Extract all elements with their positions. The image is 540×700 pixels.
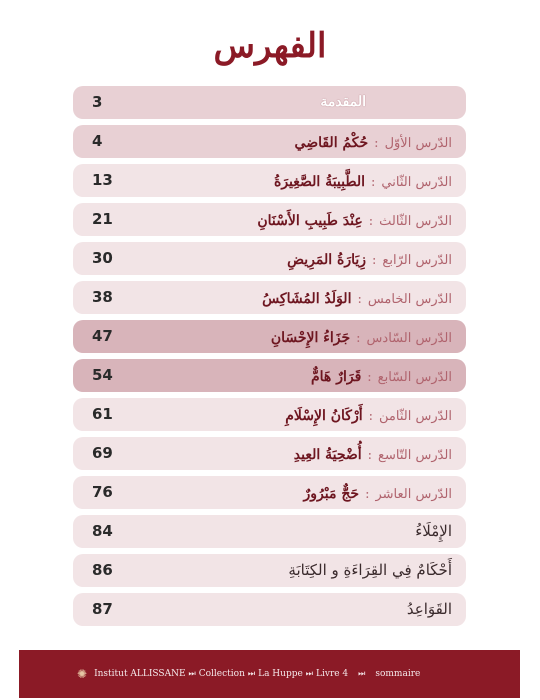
toc-row-lesson-7[interactable] [73, 359, 466, 392]
toc-entry [287, 242, 452, 277]
page-number: 76 [92, 483, 113, 501]
lesson-number: الدّرس الأوّل [384, 136, 452, 151]
lesson-title: الوَلَدُ المُشَاكِسُ [262, 291, 352, 307]
page-number: 69 [92, 444, 113, 462]
lesson-title: عِنْدَ طَبِيبِ الأَسْنَانِ [257, 213, 363, 229]
page-number: 4 [92, 132, 103, 150]
toc-row-lesson-9[interactable] [73, 437, 466, 470]
separator: : [368, 214, 374, 229]
star-emblem-icon: ✺ [77, 667, 88, 681]
toc-row-dictation[interactable] [73, 515, 466, 548]
separator: : [367, 448, 373, 463]
page-number: 47 [92, 327, 113, 345]
footer-book: Livre 4 [316, 669, 349, 679]
lesson-title: زِيَارَةُ المَرِيضِ [287, 252, 367, 268]
toc-entry [257, 203, 452, 238]
separator: : [368, 409, 373, 424]
footer-section: sommaire [375, 669, 421, 679]
page-number: 38 [92, 288, 113, 306]
toc-entry-title: الإِمْلَاءُ [415, 522, 452, 540]
lesson-number: الدّرس العاشر [375, 487, 452, 502]
toc-entry [285, 398, 452, 433]
toc-row-lesson-10[interactable] [73, 476, 466, 509]
page-title: الفهرس [213, 26, 327, 66]
footer-bar [19, 650, 520, 698]
page-number: 21 [92, 210, 113, 228]
toc-row-lesson-5[interactable] [73, 281, 466, 314]
toc-row-lesson-1[interactable] [73, 125, 466, 158]
separator: : [374, 136, 379, 151]
lesson-title: الطَّبِيبَةُ الصَّغِيرَةُ [273, 174, 366, 190]
lesson-title: حُكْمُ القَاضِي [294, 135, 369, 151]
table-of-contents [73, 86, 466, 632]
toc-row-grammar[interactable] [73, 593, 466, 626]
footer-collection: Collection [198, 669, 245, 679]
lesson-number: الدّرس السّادس [366, 331, 452, 346]
fast-forward-icon: ⏭ [188, 669, 196, 678]
footer-series: La Huppe [258, 669, 303, 679]
fast-forward-icon: ⏭ [358, 669, 366, 678]
page-number: 54 [92, 366, 113, 384]
fast-forward-icon: ⏭ [247, 669, 256, 678]
toc-entry [304, 476, 452, 511]
lesson-title: حَجٌّ مَبْرُورٌ [303, 486, 360, 502]
separator: : [357, 292, 362, 307]
lesson-number: الدّرس الرّابع [382, 253, 452, 268]
toc-row-reading-rules[interactable] [73, 554, 466, 587]
toc-entry [295, 125, 452, 160]
toc-row-lesson-6[interactable] [73, 320, 466, 353]
toc-entry [274, 164, 452, 199]
toc-row-lesson-2[interactable] [73, 164, 466, 197]
toc-row-lesson-4[interactable] [73, 242, 466, 275]
lesson-title: جَزَاءُ الإِحْسَانِ [270, 330, 351, 346]
page-number: 13 [92, 171, 113, 189]
toc-entry-title: المقدمة [320, 94, 366, 110]
lesson-number: الدّرس السّابع [377, 370, 452, 385]
separator: : [367, 370, 372, 385]
toc-row-lesson-8[interactable] [73, 398, 466, 431]
page-number: 61 [92, 405, 113, 423]
page-number: 87 [92, 600, 113, 618]
lesson-title: أَرْكَانُ الإِسْلَامِ [285, 408, 363, 424]
lesson-number: الدّرس التّاسع [378, 448, 452, 463]
toc-entry [294, 437, 452, 472]
lesson-number: الدّرس الثّامن [379, 409, 452, 424]
lesson-number: الدّرس الخامس [367, 292, 452, 307]
lesson-number: الدّرس الثّاني [381, 175, 452, 190]
toc-row-intro[interactable] [73, 86, 466, 119]
toc-entry [262, 281, 452, 316]
page-number: 30 [92, 249, 113, 267]
toc-entry-title: أَحْكَامٌ فِي القِرَاءَةِ و الكِتَابَةِ [288, 561, 452, 579]
page-number: 86 [92, 561, 113, 579]
separator: : [372, 253, 377, 268]
page-number: 84 [92, 522, 113, 540]
footer-institute: Institut ALLISSANE [94, 669, 186, 679]
page-number: 3 [92, 93, 103, 111]
lesson-number: الدّرس الثّالث [379, 214, 452, 229]
lesson-title: قَرَارٌ هَامٌّ [311, 369, 362, 385]
toc-row-lesson-3[interactable] [73, 203, 466, 236]
toc-entry [311, 359, 452, 394]
toc-entry [271, 320, 452, 355]
lesson-title: أُضْحِيَةُ العِيدِ [293, 447, 362, 463]
fast-forward-icon: ⏭ [305, 669, 313, 678]
separator: : [356, 331, 361, 346]
separator: : [365, 487, 370, 502]
toc-entry-title: القَوَاعِدُ [406, 600, 452, 618]
separator: : [371, 175, 376, 190]
